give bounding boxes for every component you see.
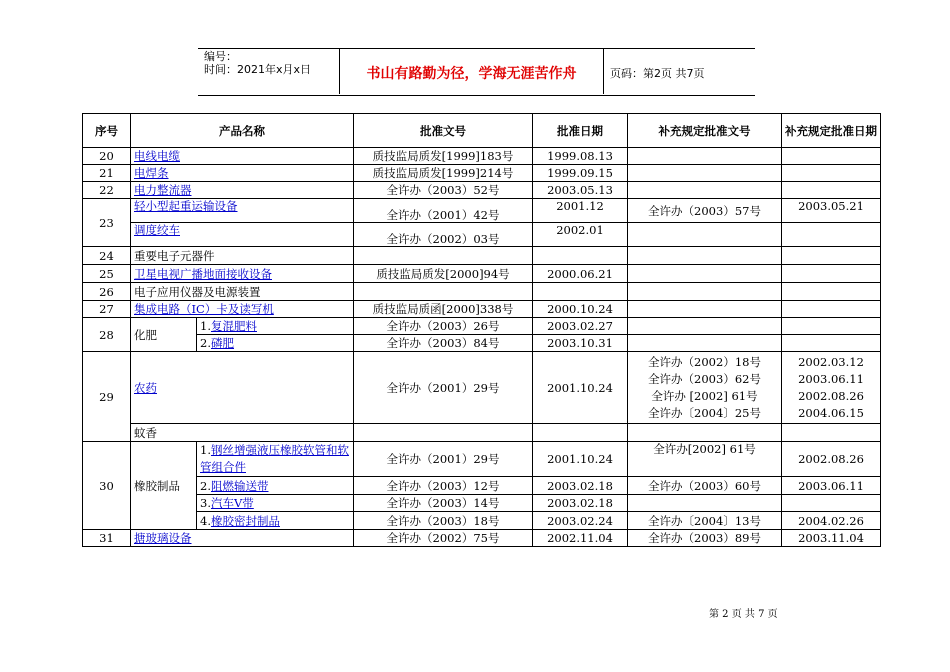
table-row [83, 301, 881, 318]
table-row [83, 265, 881, 283]
approval-date: 2003.02.18 [533, 495, 628, 512]
supp-doc: 全许办（2003）89号 [628, 530, 782, 547]
product-name: 重要电子元器件 [131, 247, 354, 265]
sub-index: 3. [200, 496, 211, 510]
row-number: 20 [83, 148, 131, 165]
row-number: 22 [83, 182, 131, 199]
supp-doc: 全许办〔2004〕25号 [648, 405, 761, 420]
approval-date: 1999.09.15 [533, 165, 628, 182]
header-product-name: 产品名称 [131, 114, 354, 148]
supp-date: 2002.03.12 [798, 354, 864, 369]
supp-doc [628, 223, 782, 247]
supp-date: 2003.05.21 [782, 199, 881, 223]
row-number: 30 [83, 442, 131, 530]
supp-doc: 全许办（2002）18号 [648, 354, 761, 369]
row-number: 23 [83, 199, 131, 247]
supp-date: 2002.08.26 [798, 388, 864, 403]
sub-index: 1. [200, 319, 211, 333]
supp-date: 2002.08.26 [782, 442, 881, 477]
page-indicator: 页码：第2页 共7页 [610, 67, 705, 80]
page-footer: 第 2 页 共 7 页 [709, 609, 778, 620]
sub-product-cell [197, 335, 354, 352]
table-row [83, 318, 881, 335]
supp-doc: 全许办（2003）62号 [648, 371, 761, 386]
table-row [83, 148, 881, 165]
row-number: 31 [83, 530, 131, 547]
row-number: 27 [83, 301, 131, 318]
approval-date: 2002.11.04 [533, 530, 628, 547]
supp-doc [628, 301, 782, 318]
header-bottom-rule [198, 95, 755, 96]
supp-doc-list [628, 352, 782, 424]
approval-date: 2001.10.24 [533, 352, 628, 424]
sub-index: 2. [200, 478, 211, 493]
approval-date: 2003.02.18 [533, 477, 628, 495]
approval-doc: 全许办（2001）29号 [354, 352, 533, 424]
approval-date [533, 283, 628, 301]
table-row [83, 283, 881, 301]
product-link[interactable]: 搪玻璃设备 [134, 531, 192, 545]
product-cell [131, 265, 354, 283]
sub-product-cell [197, 318, 354, 335]
supp-date: 2003.06.11 [782, 477, 881, 495]
product-link[interactable]: 集成电路（IC）卡及读写机 [134, 302, 274, 316]
supp-doc [628, 335, 782, 352]
product-link[interactable]: 电焊条 [134, 166, 169, 180]
approval-doc: 全许办（2001）42号 [354, 199, 533, 223]
product-link[interactable]: 调度绞车 [134, 223, 180, 237]
table-row [83, 199, 881, 223]
product-link[interactable]: 卫星电视广播地面接收设备 [134, 266, 272, 281]
supp-date [782, 182, 881, 199]
sub-index: 2. [200, 336, 211, 350]
product-approval-table [82, 113, 881, 547]
product-cell [131, 223, 354, 247]
product-link[interactable]: 橡胶密封制品 [210, 513, 280, 528]
product-link[interactable]: 电线电缆 [134, 149, 180, 163]
header-approval-doc: 批准文号 [354, 114, 533, 148]
supp-date [782, 424, 881, 442]
product-cell [131, 530, 354, 547]
product-link[interactable]: 复混肥料 [210, 319, 257, 333]
sub-product-cell [197, 477, 354, 495]
approval-doc: 全许办（2003）14号 [354, 495, 533, 512]
supp-doc [628, 148, 782, 165]
supp-date: 2003.11.04 [782, 530, 881, 547]
supp-doc [628, 495, 782, 512]
supp-date [782, 247, 881, 265]
header-meta [204, 50, 311, 76]
header-supp-doc: 补充规定批准文号 [628, 114, 782, 148]
number-label: 编号： [204, 50, 237, 63]
header-serial: 序号 [83, 114, 131, 148]
time-label: 时间：2021年x月x日 [204, 63, 312, 76]
approval-doc: 全许办（2003）18号 [354, 512, 533, 530]
supp-doc: 全许办 [2002] 61号 [651, 388, 758, 403]
approval-doc: 质技监局质发[1999]183号 [354, 148, 533, 165]
approval-doc: 全许办（2003）12号 [354, 477, 533, 495]
product-cell [131, 199, 354, 223]
row-number: 29 [83, 352, 131, 442]
product-link[interactable]: 农药 [134, 380, 157, 395]
product-link[interactable]: 阻燃输送带 [210, 478, 269, 493]
table-row [83, 530, 881, 547]
supp-doc [628, 265, 782, 283]
approval-doc: 全许办（2003）26号 [354, 318, 533, 335]
approval-date [533, 424, 628, 442]
approval-doc: 全许办（2003）52号 [354, 182, 533, 199]
product-link[interactable]: 磷肥 [210, 336, 234, 350]
supp-doc: 全许办（2003）57号 [628, 199, 782, 223]
approval-date: 2003.05.13 [533, 182, 628, 199]
header-approval-date: 批准日期 [533, 114, 628, 148]
approval-doc: 全许办（2002）03号 [354, 223, 533, 247]
table-row [83, 442, 881, 477]
row-number: 21 [83, 165, 131, 182]
row-number: 24 [83, 247, 131, 265]
supp-date-list [782, 352, 881, 424]
supp-doc [628, 283, 782, 301]
supp-date: 2003.06.11 [798, 371, 864, 386]
product-cell [131, 301, 354, 318]
sub-index: 4. [200, 513, 211, 528]
approval-date: 2000.10.24 [533, 301, 628, 318]
approval-date: 2000.06.21 [533, 265, 628, 283]
sub-product-cell [197, 442, 354, 477]
table-row [83, 477, 881, 495]
row-number: 26 [83, 283, 131, 301]
supp-doc [628, 318, 782, 335]
product-cell [131, 165, 354, 182]
product-link[interactable]: 钢丝增强液压橡胶软管和软管组合件 [200, 443, 349, 474]
approval-date: 1999.08.13 [533, 148, 628, 165]
product-cell [131, 148, 354, 165]
supp-doc: 全许办（2003）60号 [628, 477, 782, 495]
product-name: 电子应用仪器及电源装置 [131, 283, 354, 301]
approval-date: 2003.02.27 [533, 318, 628, 335]
supp-date [782, 265, 881, 283]
approval-date: 2003.10.31 [533, 335, 628, 352]
supp-date [782, 318, 881, 335]
table-row [83, 223, 881, 247]
motto: 书山有路勤为径，学海无涯苦作舟 [366, 66, 577, 82]
supp-date [782, 283, 881, 301]
table-header-row [83, 114, 881, 148]
supp-doc [628, 247, 782, 265]
table-row [83, 247, 881, 265]
table-row [83, 165, 881, 182]
approval-date: 2002.01 [533, 223, 628, 247]
approval-doc [354, 283, 533, 301]
approval-doc: 全许办（2003）84号 [354, 335, 533, 352]
supp-date [782, 165, 881, 182]
approval-doc: 质技监局质函[2000]338号 [354, 301, 533, 318]
supp-doc [628, 165, 782, 182]
sub-product-cell [197, 512, 354, 530]
supp-date [782, 301, 881, 318]
approval-date: 2001.10.24 [533, 442, 628, 477]
supp-doc: 全许办[2002] 61号 [628, 442, 782, 477]
approval-date [533, 247, 628, 265]
sub-product-cell [197, 495, 354, 512]
supp-date [782, 335, 881, 352]
product-link[interactable]: 电力整流器 [134, 183, 192, 197]
supp-doc [628, 424, 782, 442]
supp-date [782, 148, 881, 165]
table-row [83, 335, 881, 352]
row-number: 28 [83, 318, 131, 352]
product-name: 蚊香 [131, 424, 354, 442]
approval-doc: 质技监局质发[2000]94号 [354, 265, 533, 283]
group-name: 橡胶制品 [131, 442, 197, 530]
approval-date: 2003.02.24 [533, 512, 628, 530]
supp-date: 2004.06.15 [798, 405, 864, 420]
approval-doc [354, 424, 533, 442]
product-link[interactable]: 轻小型起重运输设备 [134, 199, 238, 213]
approval-doc: 全许办（2002）75号 [354, 530, 533, 547]
approval-date: 2001.12 [533, 199, 628, 223]
supp-doc [628, 182, 782, 199]
group-name: 化肥 [131, 318, 197, 352]
supp-doc: 全许办〔2004〕13号 [628, 512, 782, 530]
table-row [83, 512, 881, 530]
approval-doc: 全许办（2001）29号 [354, 442, 533, 477]
table-row [83, 424, 881, 442]
product-cell [131, 352, 354, 424]
supp-date [782, 495, 881, 512]
approval-doc [354, 247, 533, 265]
product-cell [131, 182, 354, 199]
motto-box [339, 49, 604, 94]
row-number: 25 [83, 265, 131, 283]
approval-doc: 质技监局质发[1999]214号 [354, 165, 533, 182]
table-row [83, 182, 881, 199]
table-row [83, 495, 881, 512]
header-supp-date: 补充规定批准日期 [782, 114, 881, 148]
product-link[interactable]: 汽车V带 [210, 496, 254, 510]
sub-index: 1. [200, 443, 211, 457]
supp-date [782, 223, 881, 247]
table-row [83, 352, 881, 424]
supp-date: 2004.02.26 [782, 512, 881, 530]
